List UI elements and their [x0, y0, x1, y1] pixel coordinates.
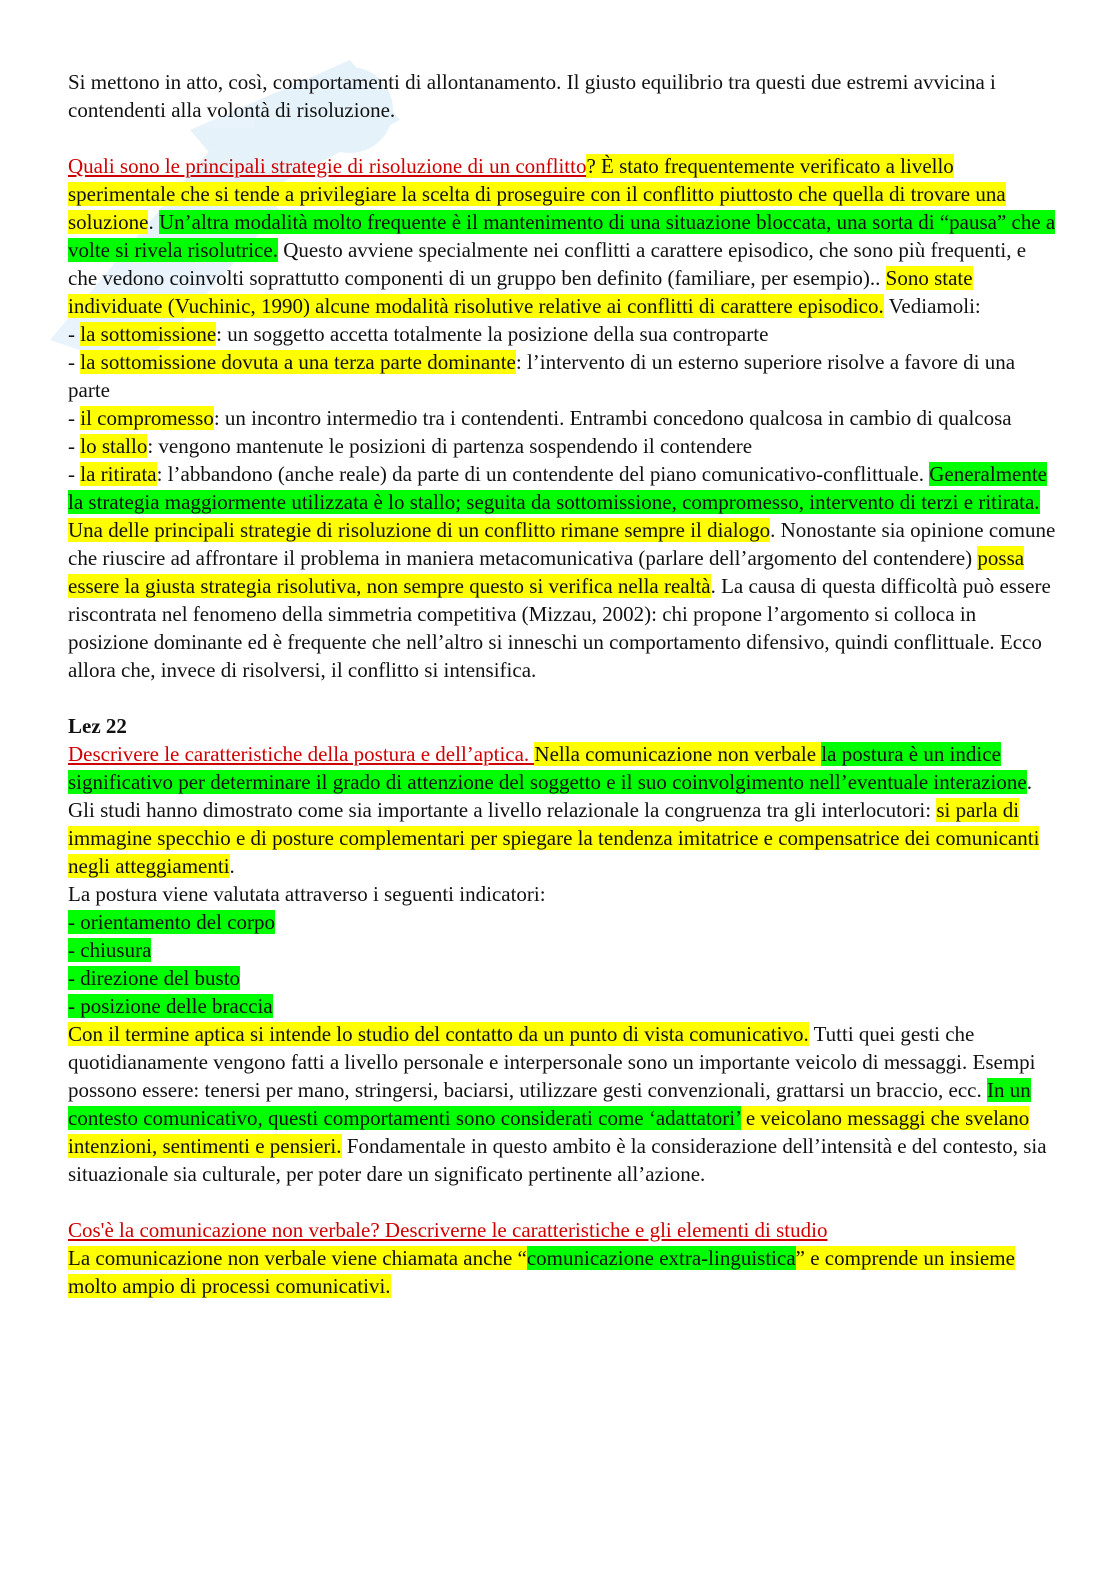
body-text: Fondamentale in questo ambito è la considerazione dell’intensità e del contesto, sia situazionale sia culturale, per poter dare un significato pertinente all’azione. — [68, 1134, 1047, 1186]
body-text: . Gli studi hanno dimostrato come sia importante a livello relazionale la congruenza tra gli interlocutori: — [68, 770, 1032, 822]
list-item-label: lo stallo — [80, 434, 148, 458]
highlight-yellow: e veicolano messaggi che svelano intenzioni, sentimenti e pensieri. — [68, 1106, 1030, 1158]
indicator-item: - chiusura — [68, 938, 152, 962]
body-text: . — [229, 854, 235, 878]
highlight-yellow: È stato frequentemente verificato a livello sperimentale che si tende a privilegiare la scelta di proseguire con il conflitto piuttosto che quella di trovare una soluzione — [68, 154, 1006, 234]
indicator-item: - direzione del busto — [68, 966, 241, 990]
list-item: - lo stallo: vengono mantenute le posizioni di partenza sospendendo il contendere — [68, 434, 753, 458]
indicator-item: - posizione delle braccia — [68, 994, 273, 1018]
list-item: - la sottomissione dovuta a una terza parte dominante: l’intervento di un esterno superiore risolve a favore di una parte — [68, 350, 1016, 402]
highlight-yellow: Con il termine aptica si intende lo studio del contatto da un punto di vista comunicativo. — [68, 1022, 809, 1046]
highlight-yellow: ” e comprende un insieme molto ampio di processi comunicativi. — [68, 1246, 1015, 1298]
dialogue-paragraph — [68, 516, 1058, 684]
list-item-label: la ritirata — [80, 462, 157, 486]
highlight-green: In un contesto comunicativo, questi comportamenti sono considerati come ‘adattatori’ — [68, 1078, 1031, 1130]
question-nonverbal: Cos'è la comunicazione non verbale? Descriverne le caratteristiche e gli elementi di studio — [68, 1218, 828, 1242]
posture-paragraph — [68, 740, 1058, 880]
highlight-green: comunicazione extra-linguistica — [526, 1246, 796, 1270]
list-item-label: il compromesso — [80, 406, 214, 430]
indicators-intro: La postura viene valutata attraverso i seguenti indicatori: — [68, 882, 546, 906]
nonverbal-question-line — [68, 1216, 1058, 1244]
highlight-green: la postura è un indice significativo per determinare il grado di attenzione del soggetto e il suo coinvolgimento nell’eventuale interazione — [68, 742, 1027, 794]
body-text: Tutti quei gesti che quotidianamente vengono fatti a livello personale e interpersonale sono un importante veicolo di messaggi. Esempi possono essere: tenersi per mano, stringersi, baciarsi, utilizzare gesti convenzionali, grattarsi un braccio, ecc. — [68, 1022, 1036, 1102]
intro-paragraph: Si mettono in atto, così, comportamenti di allontanamento. Il giusto equilibrio tra questi due estremi avvicina i contendenti alla volontà di risoluzione. — [68, 70, 996, 122]
nonverbal-paragraph — [68, 1244, 1058, 1300]
highlight-green: Un’altra modalità molto frequente è il mantenimento di una situazione bloccata, una sorta di “pausa” che a volte si rivela risolutrice. — [68, 210, 1056, 262]
highlight-yellow: Nella comunicazione non verbale — [534, 742, 822, 766]
strategies-paragraph — [68, 152, 1058, 320]
body-text: Vediamoli: — [883, 294, 981, 318]
highlight-yellow: Una delle principali strategie di risoluzione di un conflitto rimane sempre il dialogo — [68, 518, 771, 542]
highlight-yellow: Sono state individuate (Vuchinic, 1990) alcune modalità risolutive relative ai conflitti di carattere episodico. — [68, 266, 973, 318]
list-item-label: la sottomissione — [80, 322, 217, 346]
body-text: . Nonostante sia opinione comune che riuscire ad affrontare il problema in maniera metacomunicativa (parlare dell’argomento del contendere) — [68, 518, 1056, 570]
highlight-yellow: si parla di immagine specchio e di posture complementari per spiegare la tendenza imitatrice e compensatrice dei comunicanti negli atteggiamenti — [68, 798, 1040, 878]
indicator-item: - orientamento del corpo — [68, 910, 276, 934]
list-item: - il compromesso: un incontro intermedio tra i contendenti. Entrambi concedono qualcosa in cambio di qualcosa — [68, 406, 1012, 430]
document-page — [68, 68, 1058, 1300]
list-item: - la sottomissione: un soggetto accetta totalmente la posizione della sua controparte — [68, 322, 769, 346]
list-item: - la ritirata: l’abbandono (anche reale) da parte di un contendente del piano comunicativo-conflittuale. Generalmente la strategia maggiormente utilizzata è lo stallo; seguita da sottomissione, compromesso, intervento di terzi e ritirata. — [68, 462, 1048, 514]
body-text: . La causa di questa difficoltà può essere riscontrata nel fenomeno della simmetria competitiva (Mizzau, 2002): chi propone l’argomento si colloca in posizione dominante ed è frequente che nell’altro si inneschi un comportamento difensivo, quindi conflittuale. Ecco allora che, invece di risolversi, il conflitto si intensifica. — [68, 574, 1051, 682]
aptica-paragraph — [68, 1020, 1058, 1188]
highlight-green: Generalmente la strategia maggiormente utilizzata è lo stallo; seguita da sottomissione, compromesso, intervento di terzi e ritirata. — [68, 462, 1048, 514]
lecture-heading: Lez 22 — [68, 714, 127, 738]
question-strategies: Quali sono le principali strategie di risoluzione di un conflitto — [68, 154, 587, 178]
list-item-label: la sottomissione dovuta a una terza parte dominante — [80, 350, 516, 374]
highlight-yellow: La comunicazione non verbale viene chiamata anche “ — [68, 1246, 527, 1270]
highlight-yellow: possa essere la giusta strategia risolutiva, non sempre questo si verifica nella realtà — [68, 546, 1025, 598]
body-text: . — [148, 210, 159, 234]
question-posture: Descrivere le caratteristiche della postura e dell’aptica. — [68, 742, 535, 766]
question-mark-highlight: ? — [586, 154, 596, 178]
body-text: Questo avviene specialmente nei conflitti a carattere episodico, che sono più frequenti, e che vedono coinvolti soprattutto componenti di un gruppo ben definito (familiare, per esempio).. — [68, 238, 1027, 290]
